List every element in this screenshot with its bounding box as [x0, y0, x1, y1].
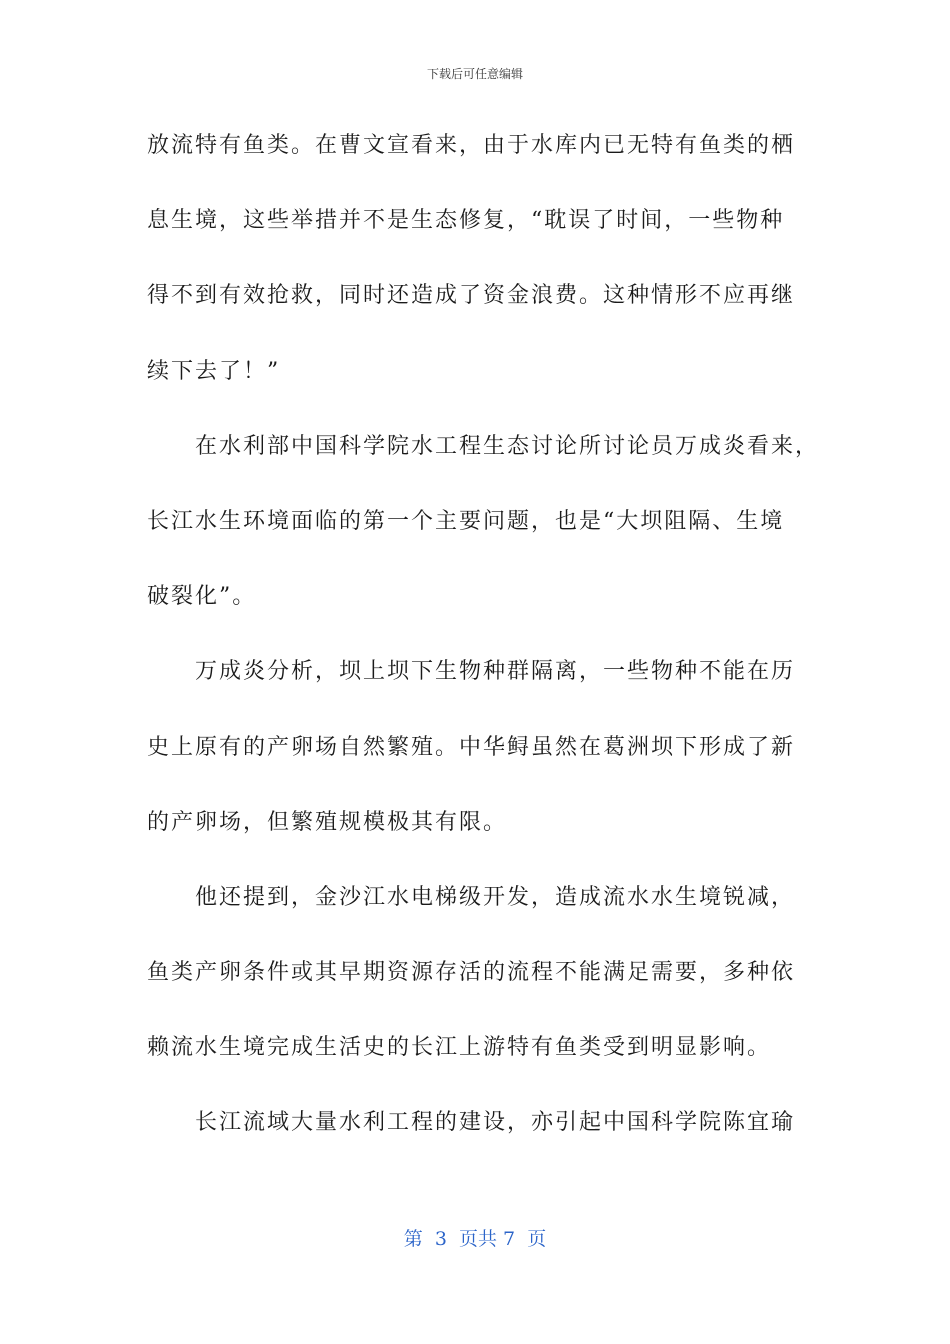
text-line: 得不到有效抢救，同时还造成了资金浪费。这种情形不应再继 [147, 283, 796, 309]
text-line: 放流特有鱼类。在曹文宣看来，由于水库内已无特有鱼类的栖 [147, 133, 796, 158]
text-line: 长江水生环境面临的第一个主要问题，也是“大坝阻隔、生境 [147, 508, 785, 534]
text-line: 长江流域大量水利工程的建设，亦引起中国科学院陈宜瑜 [195, 1110, 796, 1136]
text-line: 鱼类产卵条件或其早期资源存活的流程不能满足需要，多种依 [147, 960, 796, 986]
text-line: 赖流水生境完成生活史的长江上游特有鱼类受到明显影响。 [147, 1035, 772, 1061]
text-line: 的产卵场，但繁殖规模极其有限。 [147, 809, 508, 835]
text-line: 息生境，这些举措并不是生态修复，“耽误了时间，一些物种 [147, 208, 785, 234]
text-line: 史上原有的产卵场自然繁殖。中华鲟虽然在葛洲坝下形成了新 [147, 734, 796, 760]
text-line: 他还提到，金沙江水电梯级开发，造成流水水生境锐减， [195, 884, 796, 910]
page-number-footer: 第 3 页共 7 页 [403, 1228, 547, 1250]
text-line: 破裂化”。 [147, 584, 257, 610]
text-line: 续下去了！” [147, 358, 281, 384]
text-line: 万成炎分析，坝上坝下生物种群隔离，一些物种不能在历 [195, 659, 796, 685]
text-line: 在水利部中国科学院水工程生态讨论所讨论员万成炎看来， [195, 433, 820, 459]
page-header: 下载后可任意编辑 [426, 67, 523, 81]
document-body [147, 124, 820, 1177]
